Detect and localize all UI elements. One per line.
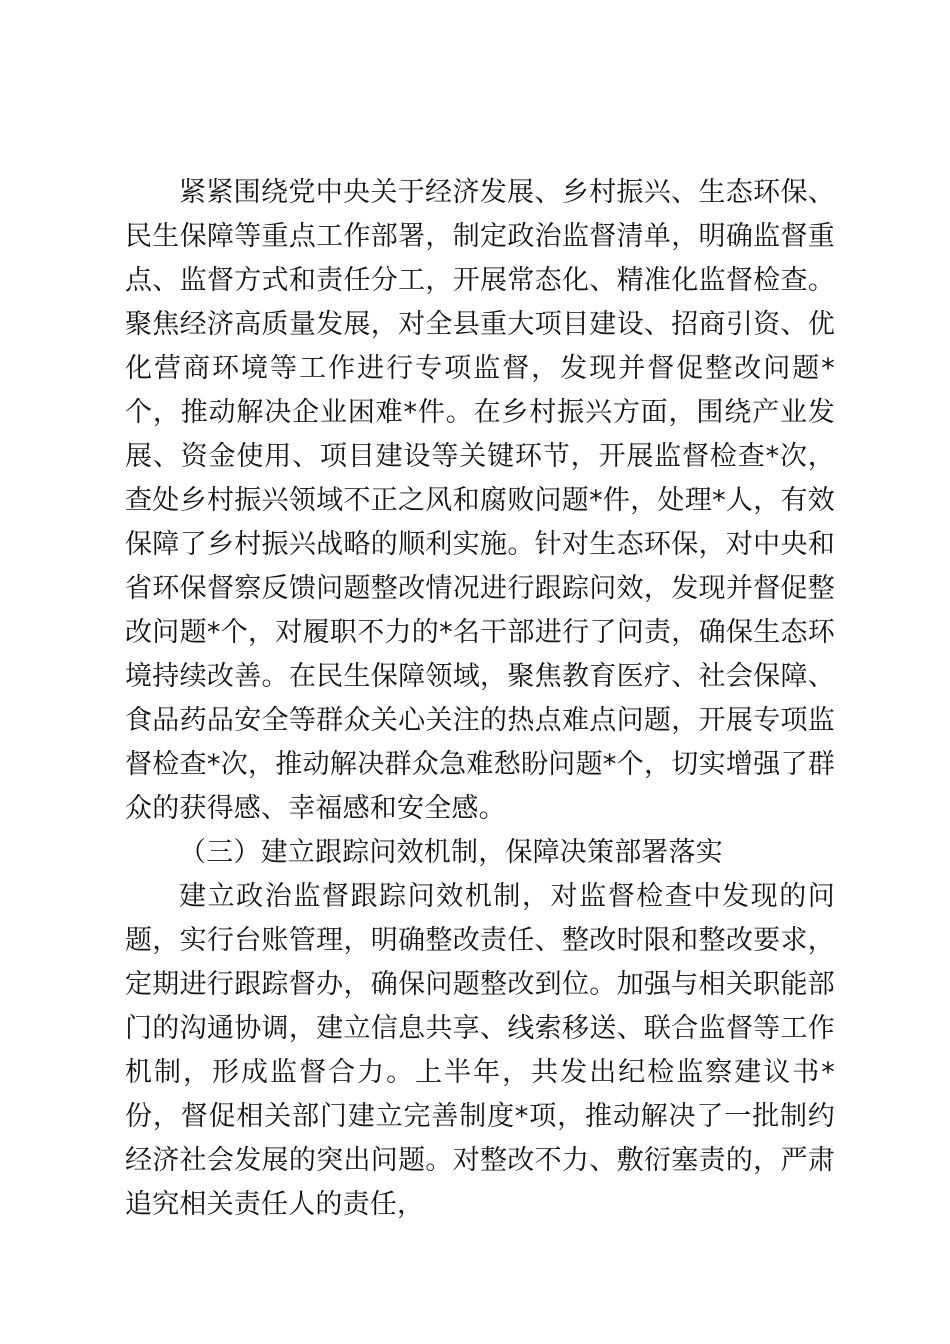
section-heading: （三）建立跟踪问效机制，保障决策部署落实 [179, 837, 723, 868]
paragraph-political-supervision: 紧紧围绕党中央关于经济发展、乡村振兴、生态环保、民生保障等重点工作部署，制定政治监督清单，明确监督重点、监督方式和责任分工，开展常态化、精准化监督检查。聚焦经济高质量发展，对全县重大项目建设、招商引资、优化营商环境等工作进行专项监督，发现并督促整改问题*个，推动解决企业困难*件。在乡村振兴方面，围绕产业发展、资金使用、项目建设等关键环节，开展监督检查*次，查处乡村振兴领域不正之风和腐败问题*件，处理*人，有效保障了乡村振兴战略的顺利实施。针对生态环保，对中央和省环保督察反馈问题整改情况进行跟踪问效，发现并督促整改问题*个，对履职不力的*名干部进行了问责，确保生态环境持续改善。在民生保障领域，聚焦教育医疗、社会保障、食品药品安全等群众关心关注的热点难点问题，开展专项监督检查*次，推动解决群众急难愁盼问题*个，切实增强了群众的获得感、幸福感和安全感。 [125, 177, 835, 824]
document-body [125, 171, 835, 1227]
paragraph-tracking-mechanism: 建立政治监督跟踪问效机制，对监督检查中发现的问题，实行台账管理，明确整改责任、整改时限和整改要求，定期进行跟踪督办，确保问题整改到位。加强与相关职能部门的沟通协调，建立信息共享、线索移送、联合监督等工作机制，形成监督合力。上半年，共发出纪检监察建议书*份，督促相关部门建立完善制度*项，推动解决了一批制约经济社会发展的突出问题。对整改不力、敷衍塞责的，严肃追究相关责任人的责任， [125, 881, 835, 1220]
